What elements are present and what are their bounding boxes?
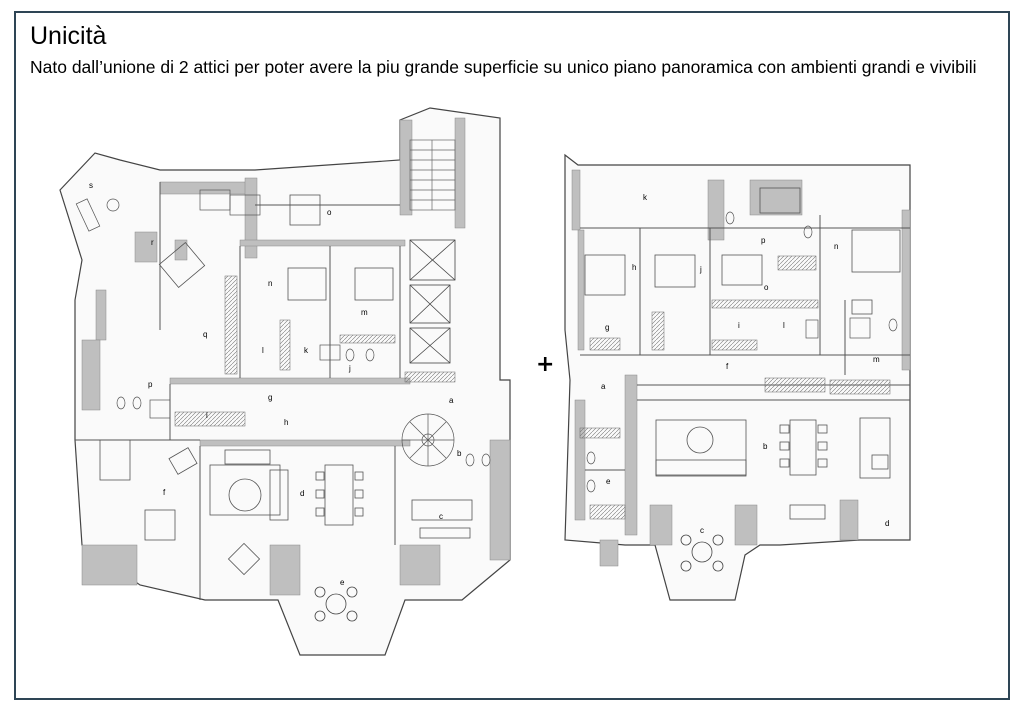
room-label-i: i [738,321,740,330]
room-label-p: p [148,380,153,389]
page-title: Unicità [30,22,107,50]
room-label-d: d [885,519,890,528]
room-label-s: s [89,181,93,190]
room-label-j: j [349,364,351,373]
room-label-b: b [763,442,768,451]
room-label-r: r [151,238,154,247]
room-label-f: f [726,362,729,371]
room-label-i: i [206,411,208,420]
room-label-d: d [300,489,305,498]
room-label-k: k [643,193,647,202]
room-label-l: l [783,321,785,330]
page-subtitle: Nato dall’unione di 2 attici per poter avere la piu grande superficie su unico piano panoramica con ambienti grandi e vivibili [30,57,977,77]
room-label-e: e [340,578,345,587]
right-floor-plan [565,155,910,600]
room-label-l: l [262,346,264,355]
room-label-n: n [834,242,839,251]
room-label-k: k [304,346,308,355]
room-label-a: a [601,382,606,391]
room-label-f: f [163,488,166,497]
room-label-n: n [268,279,273,288]
room-label-g: g [268,393,273,402]
room-label-g: g [605,323,610,332]
room-label-h: h [632,263,637,272]
room-label-e: e [606,477,611,486]
room-label-m: m [361,308,368,317]
room-label-p: p [761,236,766,245]
room-label-c: c [700,526,704,535]
left-spiral-stair [402,414,454,466]
left-floor-plan [60,108,510,655]
room-label-o: o [327,208,332,217]
room-label-j: j [700,265,702,274]
room-label-c: c [439,512,443,521]
room-label-a: a [449,396,454,405]
room-label-b: b [457,449,462,458]
room-label-h: h [284,418,289,427]
room-label-m: m [873,355,880,364]
room-label-o: o [764,283,769,292]
room-label-q: q [203,330,208,339]
plus-join-symbol: + [536,352,555,377]
